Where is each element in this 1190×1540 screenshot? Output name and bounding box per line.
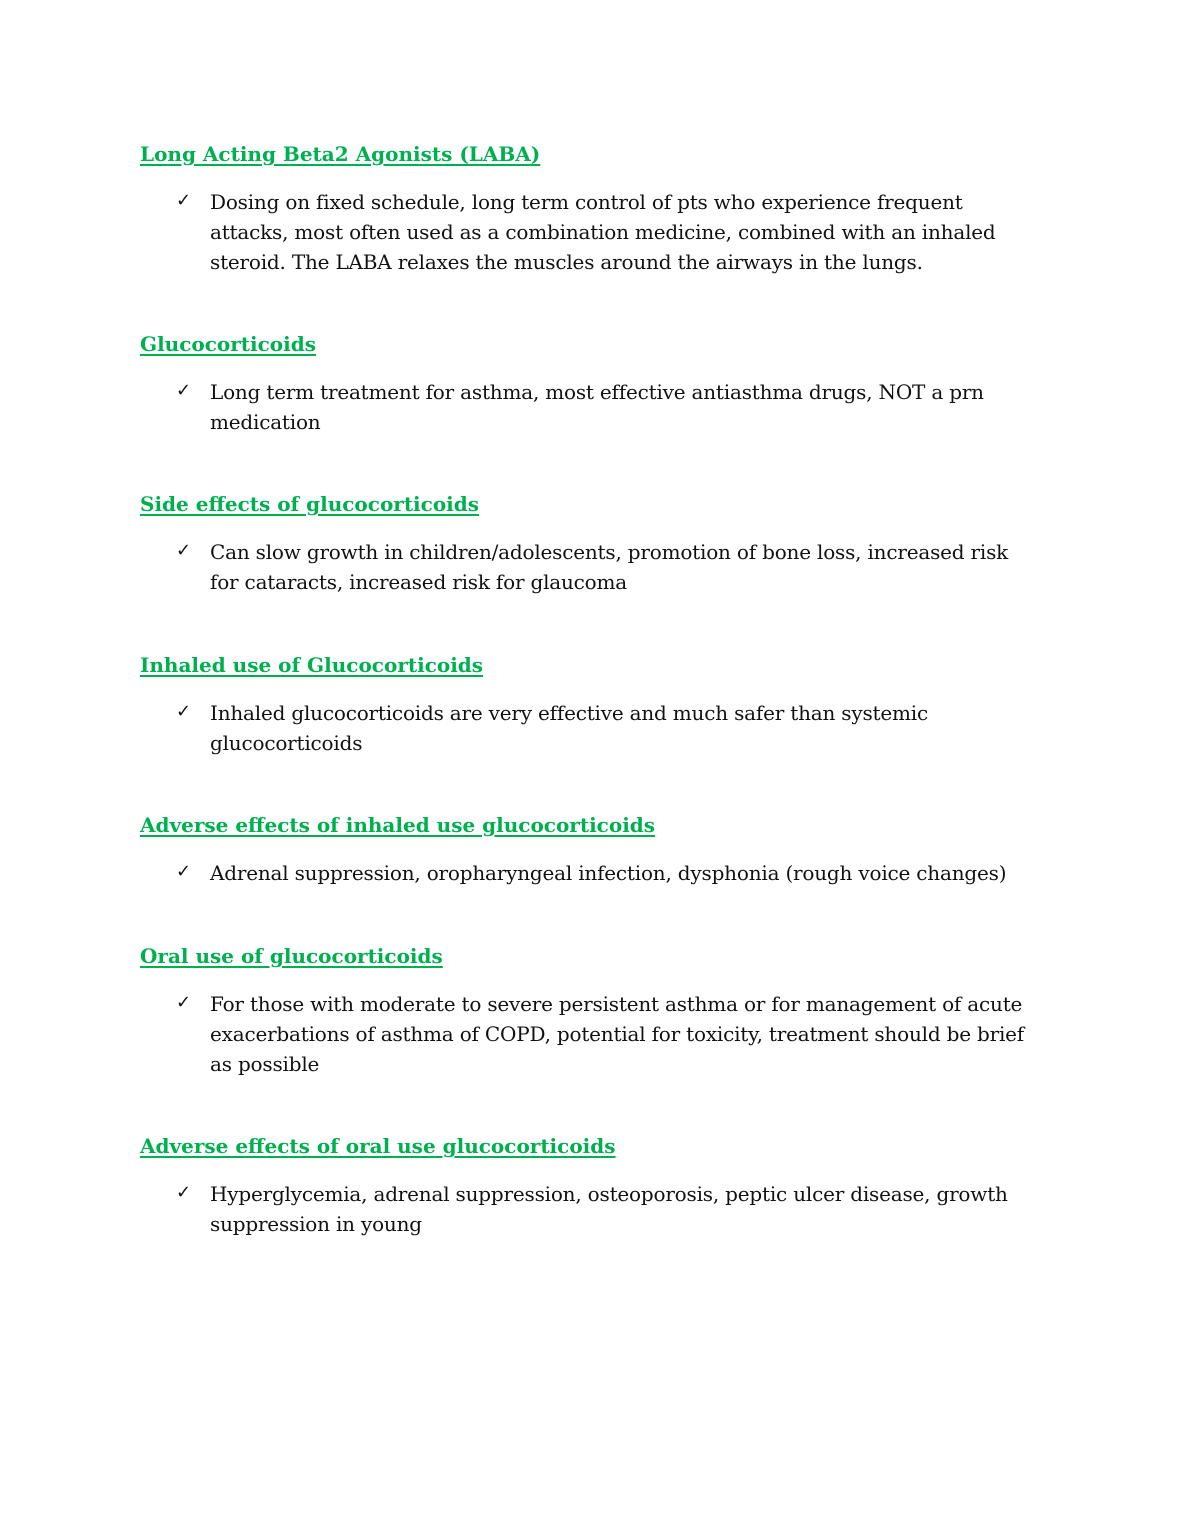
section-heading: Adverse effects of oral use glucocorticoids (140, 1134, 616, 1158)
bullet-item (140, 537, 1040, 597)
bullet-text: Long term treatment for asthma, most effective antiasthma drugs, NOT a prn medication (210, 380, 984, 434)
bullet-item (140, 858, 1040, 888)
section-oral-use (140, 944, 1040, 1079)
checkmark-icon: ✓ (176, 1182, 191, 1203)
section-heading: Adverse effects of inhaled use glucocorticoids (140, 813, 656, 837)
checkmark-icon: ✓ (176, 701, 191, 722)
section-inhaled-adverse (140, 813, 1040, 888)
section-heading: Side effects of glucocorticoids (140, 492, 480, 516)
checkmark-icon: ✓ (176, 540, 191, 561)
section-heading: Oral use of glucocorticoids (140, 944, 443, 968)
checkmark-icon: ✓ (176, 380, 191, 401)
section-inhaled-use (140, 653, 1040, 758)
bullet-text: Adrenal suppression, oropharyngeal infection, dysphonia (rough voice changes) (210, 861, 1007, 885)
section-laba (140, 142, 1040, 277)
bullet-text: Can slow growth in children/adolescents, promotion of bone loss, increased risk for cataracts, increased risk for glaucoma (210, 540, 1009, 594)
bullet-item (140, 989, 1040, 1079)
bullet-text: For those with moderate to severe persistent asthma or for management of acute exacerbations of asthma of COPD, potential for toxicity, treatment should be brief as possible (210, 992, 1024, 1076)
checkmark-icon: ✓ (176, 992, 191, 1013)
bullet-item (140, 377, 1040, 437)
checkmark-icon: ✓ (176, 190, 191, 211)
bullet-item (140, 187, 1040, 277)
bullet-item (140, 698, 1040, 758)
bullet-item (140, 1179, 1040, 1239)
section-heading: Long Acting Beta2 Agonists (LABA) (140, 142, 541, 166)
section-side-effects (140, 492, 1040, 597)
bullet-text: Inhaled glucocorticoids are very effective and much safer than systemic glucocorticoids (210, 701, 928, 755)
section-heading: Glucocorticoids (140, 332, 316, 356)
section-heading: Inhaled use of Glucocorticoids (140, 653, 484, 677)
section-glucocorticoids (140, 332, 1040, 437)
bullet-text: Dosing on fixed schedule, long term control of pts who experience frequent attacks, most often used as a combination medicine, combined with an inhaled steroid. The LABA relaxes the muscles around the airways in the lungs. (210, 190, 996, 274)
checkmark-icon: ✓ (176, 861, 191, 882)
section-oral-adverse (140, 1134, 1040, 1239)
bullet-text: Hyperglycemia, adrenal suppression, osteoporosis, peptic ulcer disease, growth suppression in young (210, 1182, 1008, 1236)
